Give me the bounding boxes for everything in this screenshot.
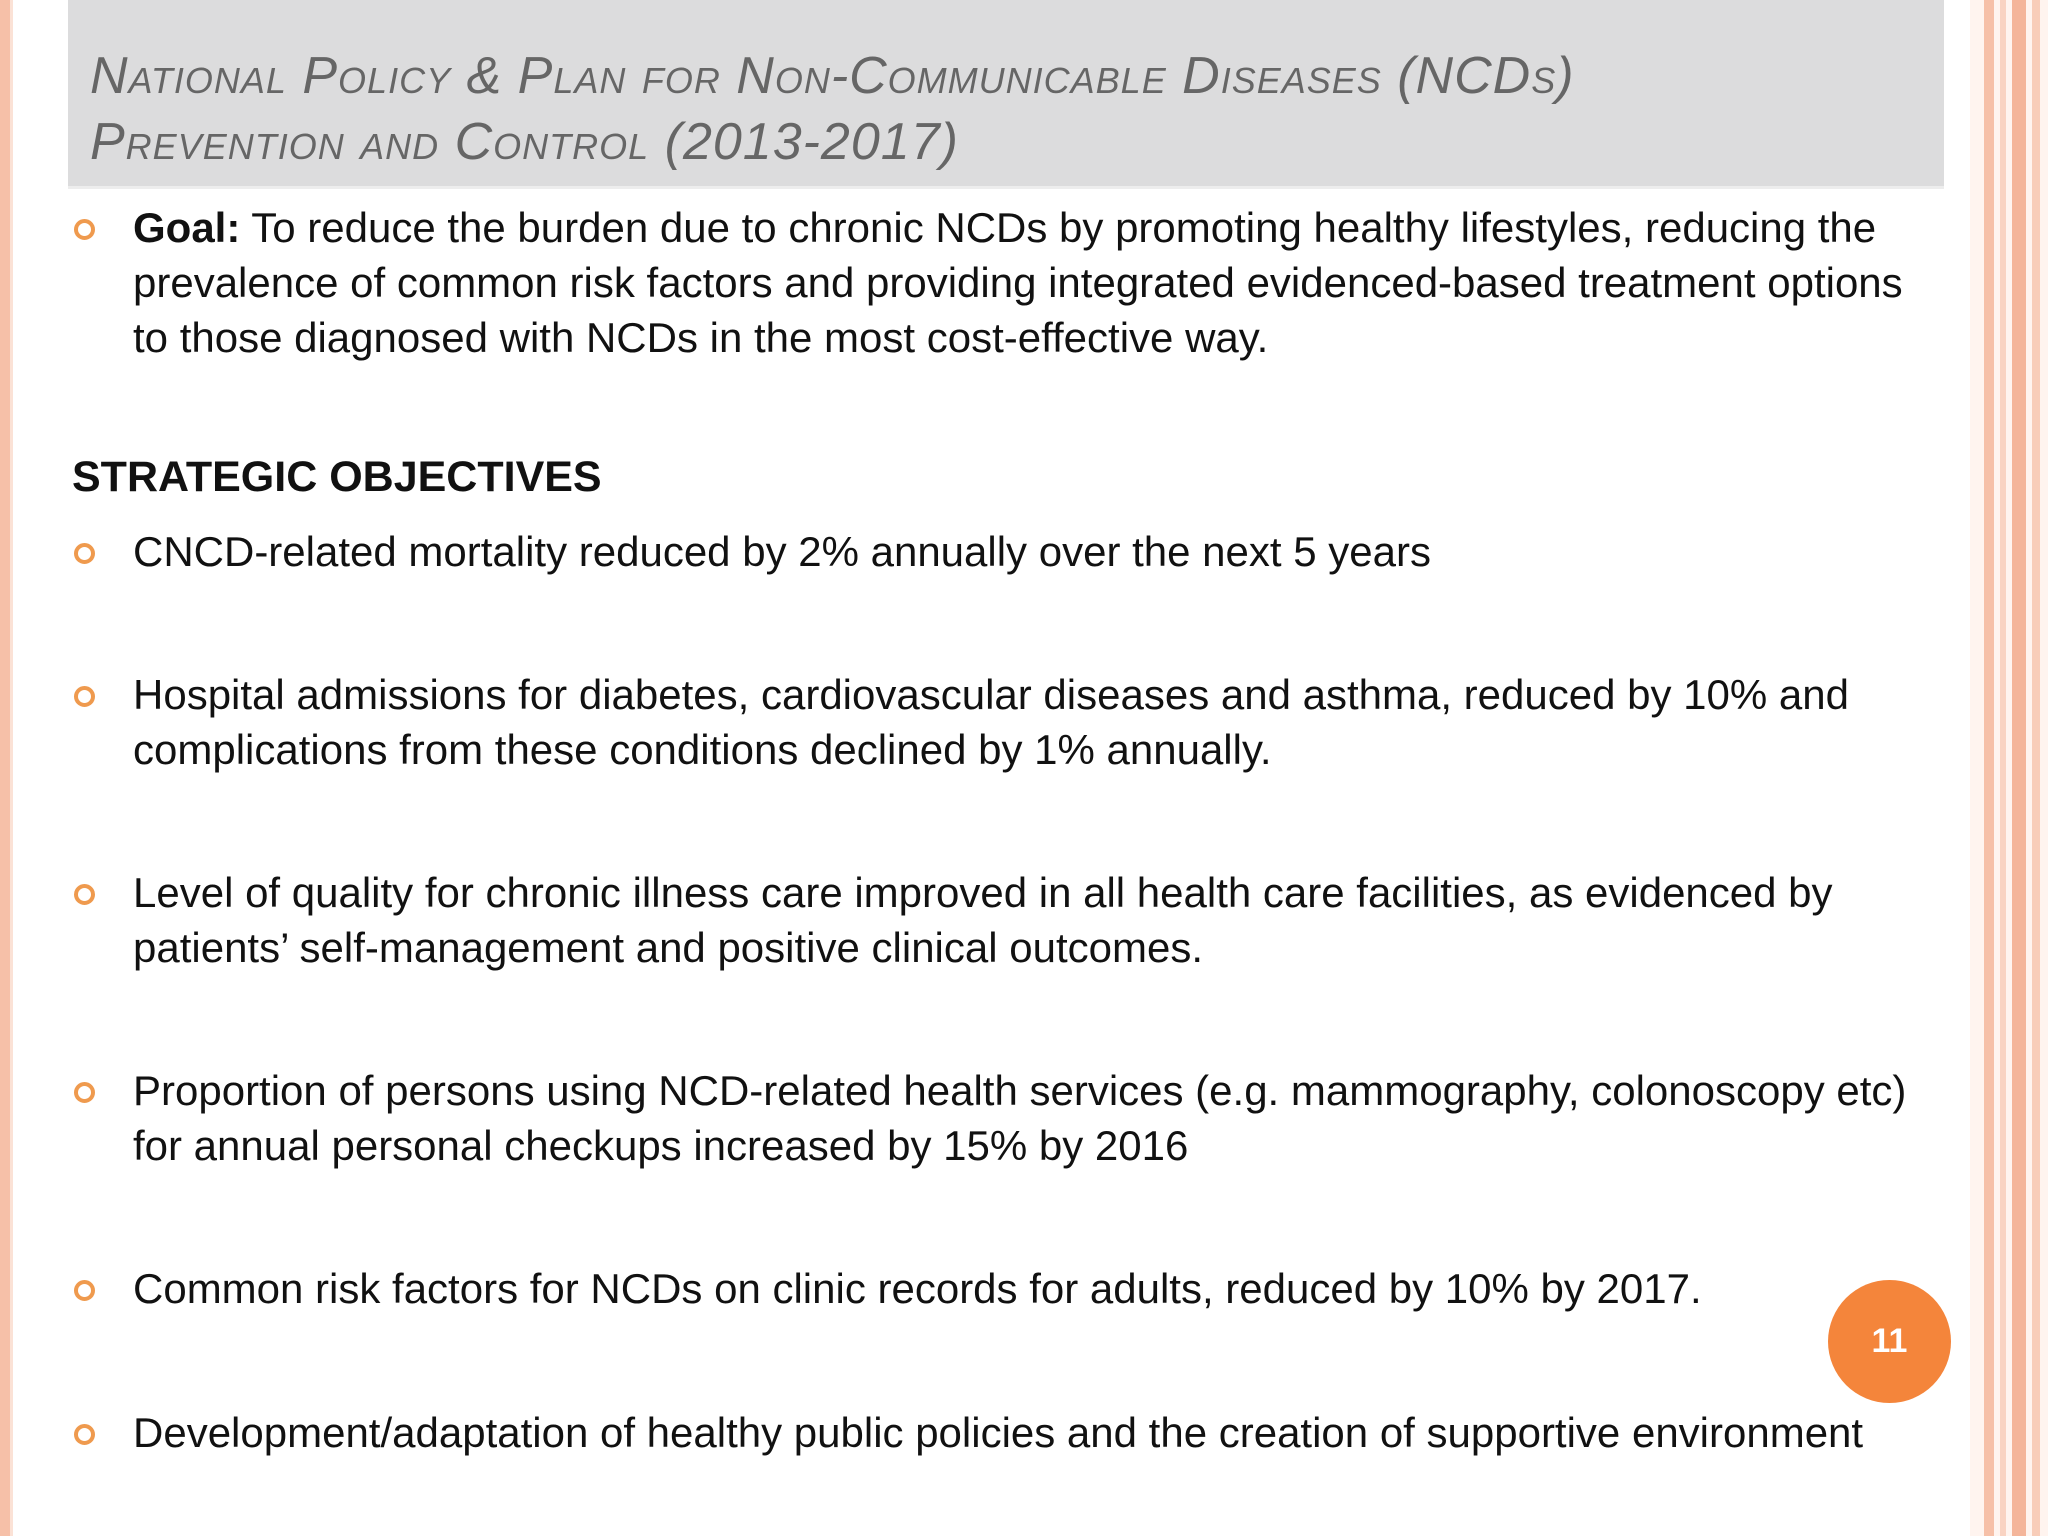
objective-item: Level of quality for chronic illness care improved in all health care facilities, as evidenced by patients’ self-management and positive clinical outcomes.	[133, 869, 1833, 971]
objective-item: Hospital admissions for diabetes, cardiovascular diseases and asthma, reduced by 10% and complications from these conditions declined by 1% annually.	[133, 671, 1849, 773]
goal-label: Goal:	[133, 204, 241, 251]
goal-item	[133, 200, 1923, 365]
ring-bullet-icon	[74, 543, 95, 564]
left-decorative-stripe	[0, 0, 10, 1536]
ring-bullet-icon	[74, 686, 95, 707]
objective-item: CNCD-related mortality reduced by 2% annually over the next 5 years	[133, 528, 1431, 575]
title-band	[68, 0, 1944, 189]
objective-item: Development/adaptation of healthy public policies and the creation of supportive environment	[133, 1409, 1864, 1456]
ring-bullet-icon	[74, 1424, 95, 1445]
page-number-badge: 11	[1828, 1280, 1951, 1403]
objective-item: Common risk factors for NCDs on clinic records for adults, reduced by 10% by 2017.	[133, 1265, 1702, 1312]
goal-text: To reduce the burden due to chronic NCDs by promoting healthy lifestyles, reducing the prevalence of common risk factors and providing integrated evidenced-based treatment options to those diagnosed with NCDs in the most cost-effective way.	[133, 204, 1903, 361]
ring-bullet-icon	[74, 1082, 95, 1103]
ring-bullet-icon	[74, 219, 95, 240]
slide-title-line-2: Prevention and Control (2013-2017)	[90, 113, 959, 171]
slide-title-line-1: National Policy & Plan for Non-Communicable Diseases (NCDs)	[90, 47, 1575, 105]
section-heading: STRATEGIC OBJECTIVES	[72, 453, 602, 501]
right-decorative-stripes	[1970, 0, 2048, 1536]
ring-bullet-icon	[74, 884, 95, 905]
ring-bullet-icon	[74, 1280, 95, 1301]
objective-item: Proportion of persons using NCD-related health services (e.g. mammography, colonoscopy etc) for annual personal checkups increased by 15% by 2016	[133, 1067, 1907, 1169]
